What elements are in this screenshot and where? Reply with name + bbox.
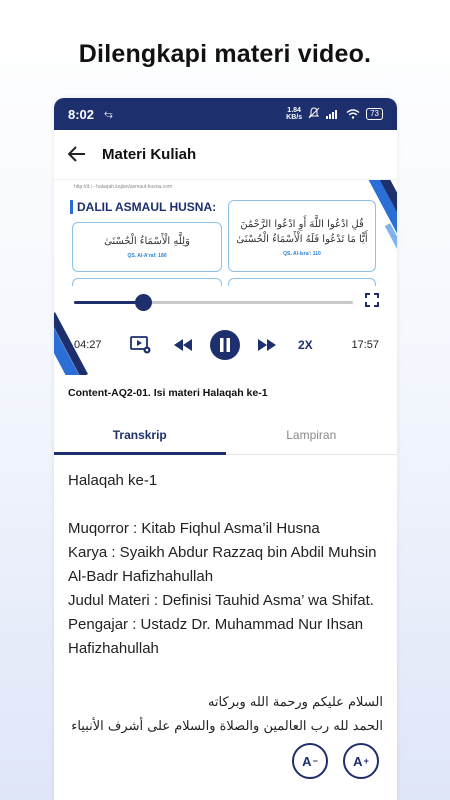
wifi-icon <box>346 107 360 122</box>
slide-verse-card <box>72 278 222 286</box>
video-settings-icon[interactable] <box>130 335 152 355</box>
seek-bar-handle[interactable] <box>135 294 152 311</box>
pause-button[interactable] <box>210 330 240 360</box>
increase-font-label: A <box>353 753 363 769</box>
verse-arabic: قُلِ ادْعُوا اللَّهَ أَوِ ادْعُوا الرَّحْمَٰنَ <box>240 219 364 230</box>
verse-reference: QS. Al-A'raf: 180 <box>127 253 167 259</box>
transcript-line: Muqorror : Kitab Fiqhul Asma’il Husna <box>68 520 320 537</box>
rewind-icon[interactable] <box>172 335 194 355</box>
transcript-body <box>54 455 397 739</box>
transcript-heading: Halaqah ke-1 <box>68 472 158 489</box>
plus-icon: + <box>363 756 369 766</box>
slide-verse-card <box>228 200 376 272</box>
tab-lampiran[interactable]: Lampiran <box>286 427 337 442</box>
playback-speed-button[interactable]: 2X <box>298 338 313 352</box>
network-speed <box>286 107 302 121</box>
phone-screen <box>54 98 397 800</box>
verse-arabic: وَلِلَّهِ الْأَسْمَاءُ الْحُسْنَىٰ <box>104 236 190 247</box>
player-controls <box>54 332 397 358</box>
status-bar <box>54 98 397 130</box>
battery-icon: 73 <box>366 108 383 120</box>
content-title: Content-AQ2-01. Isi materi Halaqah ke-1 <box>68 387 268 399</box>
fast-forward-icon[interactable] <box>256 335 278 355</box>
slide-url: http://d.i - halaqah.kajian/asmaul-husna.com <box>74 184 173 190</box>
verse-arabic: أَيًّا مَا تَدْعُوا فَلَهُ الْأَسْمَاءُ الْحُسْنَىٰ <box>236 234 368 245</box>
network-speed-value: 1.84 <box>287 107 301 114</box>
network-speed-unit: KB/s <box>286 114 303 121</box>
promo-headline: Dilengkapi materi video. <box>78 40 372 68</box>
slide-verse-card <box>72 222 222 272</box>
transcript-line: Pengajar : Ustadz Dr. Muhammad Nur Ihsan Hafizhahullah <box>68 616 364 657</box>
slide-heading: DALIL ASMAUL HUSNA: <box>70 200 216 214</box>
transcript-arabic <box>68 691 383 739</box>
page-title: Materi Kuliah <box>102 146 197 163</box>
sync-icon: ⥃ <box>104 107 113 120</box>
duration: 17:57 <box>351 339 379 351</box>
transcript-arabic-line: الحمد لله رب العالمين والصلاة والسلام على أشرف الأنبياء <box>71 719 383 734</box>
back-arrow-icon[interactable] <box>68 142 98 168</box>
current-time: 04:27 <box>74 339 102 351</box>
seek-bar[interactable] <box>74 301 353 304</box>
minus-icon: − <box>312 756 318 766</box>
mute-icon <box>308 107 320 122</box>
app-bar <box>54 130 397 180</box>
signal-icon <box>326 107 340 122</box>
decrease-font-label: A <box>302 753 312 769</box>
status-time: 8:02 <box>68 106 95 122</box>
fullscreen-icon[interactable] <box>365 293 379 307</box>
increase-font-button[interactable] <box>343 743 379 779</box>
status-icons <box>286 107 383 122</box>
tab-bar <box>54 415 397 455</box>
transcript-line: Judul Materi : Definisi Tauhid Asma’ wa Shifat. <box>68 592 374 609</box>
decrease-font-button[interactable] <box>292 743 328 779</box>
tab-transkrip[interactable]: Transkrip <box>54 415 226 454</box>
verse-reference: QS. Al-Isra': 110 <box>283 251 321 257</box>
slide-verse-card <box>228 278 376 286</box>
video-player[interactable] <box>54 180 397 375</box>
transcript-line: Karya : Syaikh Abdur Razzaq bin Abdil Muhsin Al-Badr Hafizhahullah <box>68 544 377 585</box>
transcript-arabic-line: السلام عليكم ورحمة الله وبركاته <box>207 695 383 710</box>
seek-bar-progress <box>74 301 143 304</box>
